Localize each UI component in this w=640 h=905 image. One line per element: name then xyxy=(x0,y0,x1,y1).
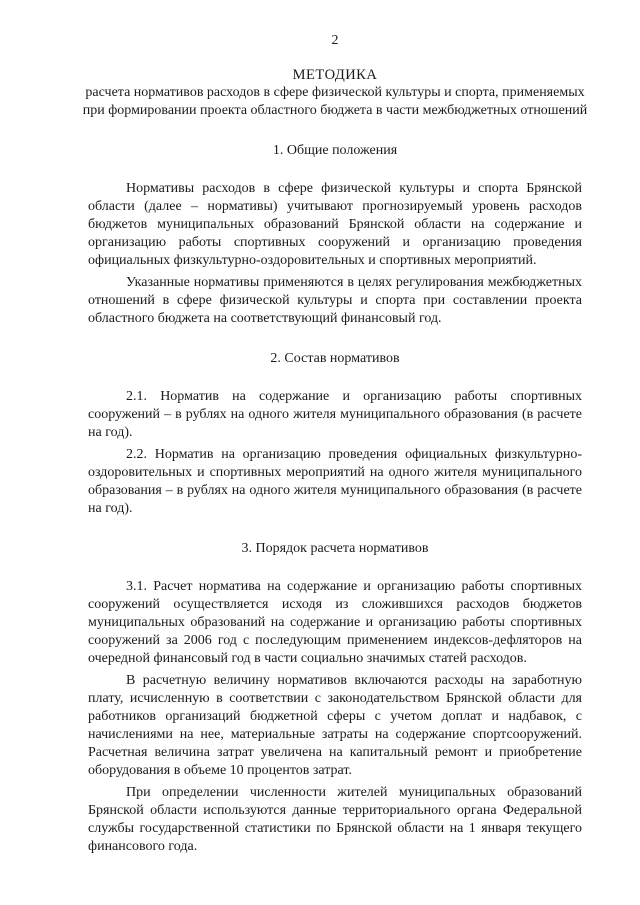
section-heading: 1. Общие положения xyxy=(272,143,398,158)
paragraph: 3.1. Расчет норматива на содержание и организацию работы спортивных сооружений осуществляется исходя из сложившихся расходов бюджетов муниципальных образований на содержание и организацию работы спортивных сооружений за 2006 год с последующим применением индексов-дефляторов на очередной финансовый год в части социально значимых статей расходов. xyxy=(88,579,582,666)
paragraph: В расчетную величину нормативов включаются расходы на заработную плату, исчисленную в соответствии с законодательством Брянской области для работников организаций бюджетной сферы с учетом доплат и надбавок, с начислениями на нее, материальные затраты на содержание спортсооружений. Расчетная величина затрат увеличена на капитальный ремонт и приобретение оборудования в объеме 10 процентов затрат. xyxy=(88,673,582,778)
section-calculation-procedure xyxy=(88,540,582,856)
section-composition xyxy=(88,350,582,518)
section-heading: 2. Состав нормативов xyxy=(270,351,400,366)
paragraph: 2.1. Норматив на содержание и организацию работы спортивных сооружений – в рублях на одного жителя муниципального образования (в расчете на год). xyxy=(88,389,582,440)
page-number: 2 xyxy=(331,33,339,48)
section-heading: 3. Порядок расчета нормативов xyxy=(241,541,429,556)
document-subtitle: расчета нормативов расходов в сфере физической культуры и спорта, применяемых при формировании проекта областного бюджета в части межбюджетных отношений xyxy=(82,85,588,118)
document-title: МЕТОДИКА xyxy=(292,67,378,83)
section-general-provisions xyxy=(88,142,582,328)
paragraph: 2.2. Норматив на организацию проведения официальных физкультурно-оздоровительных и спортивных мероприятий на одного жителя муниципального образования – в рублях на одного жителя муниципального образования (в расчете на год). xyxy=(88,447,582,516)
paragraph: Указанные нормативы применяются в целях регулирования межбюджетных отношений в сфере физической культуры и спорта при составлении проекта областного бюджета на соответствующий финансовый год. xyxy=(88,275,582,326)
paragraph: При определении численности жителей муниципальных образований Брянской области используются данные территориального органа Федеральной службы государственной статистики по Брянской области на 1 января текущего финансового года. xyxy=(88,785,582,854)
paragraph: Нормативы расходов в сфере физической культуры и спорта Брянской области (далее – нормативы) учитывают прогнозируемый уровень расходов бюджетов муниципальных образований Брянской области на содержание и организацию работы спортивных сооружений и организацию проведения официальных физкультурно-оздоровительных и спортивных мероприятий. xyxy=(88,181,582,268)
